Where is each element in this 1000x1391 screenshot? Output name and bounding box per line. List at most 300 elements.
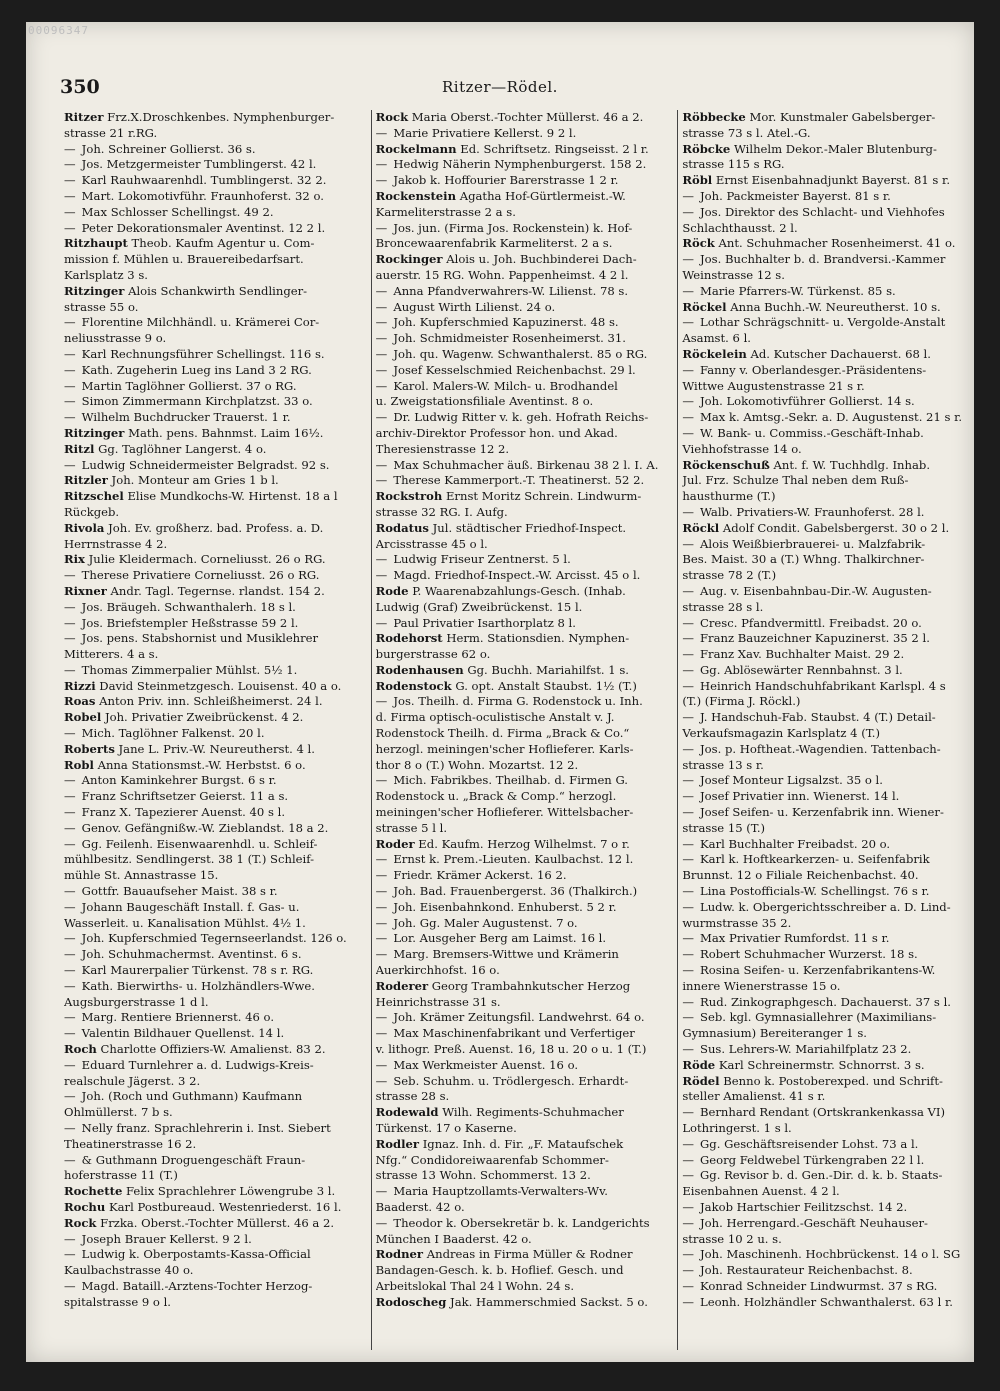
entry-text: Brunnst. 12 o Filiale Reichenbachst. 40. — [682, 868, 919, 883]
entry-text: Jul. städtischer Friedhof-Inspect. — [428, 520, 627, 535]
entry-text: d. Firma optisch-oculistische Anstalt v. J. — [375, 710, 615, 725]
directory-entry — [64, 363, 357, 379]
directory-entry — [376, 1216, 664, 1232]
directory-entry — [682, 142, 970, 158]
repeat-dash: — — [64, 188, 76, 203]
repeat-dash: — — [682, 631, 694, 646]
entry-text: Max Privatier Rumfordst. 11 s r. — [696, 931, 890, 946]
entry-text: Jakob Hartschier Feilitzschst. 14 2. — [696, 1199, 908, 1214]
entry-text: Baaderst. 42 o. — [375, 1199, 465, 1214]
entry-text: Joh. Maschinenh. Hochbrückenst. 14 o l. SG — [696, 1247, 961, 1262]
repeat-dash: — — [64, 615, 76, 630]
entry-text: Karmeliterstrasse 2 a s. — [375, 204, 516, 219]
directory-entry — [376, 221, 664, 237]
entry-text: Theresienstrasse 12 2. — [375, 441, 510, 456]
directory-entry — [376, 1279, 664, 1295]
directory-entry — [682, 1295, 970, 1311]
directory-entry — [376, 426, 664, 442]
repeat-dash: — — [682, 410, 694, 425]
entry-text: Ernst k. Prem.-Lieuten. Kaulbachst. 12 l. — [389, 852, 634, 867]
directory-entry — [64, 300, 357, 316]
directory-entry — [682, 963, 970, 979]
entry-text: Ernst Eisenbahnadjunkt Bayerst. 81 s r. — [712, 173, 951, 188]
directory-entry — [682, 1200, 970, 1216]
entry-text: Jos. Buchhalter b. d. Brandversi.-Kammer — [696, 252, 946, 267]
entry-text: Adolf Condit. Gabelsbergerst. 30 o 2 l. — [719, 520, 950, 535]
entry-text: strasse 55 o. — [64, 299, 139, 314]
repeat-dash: — — [682, 615, 694, 630]
entry-text: Karl Postbureaud. Westenriederst. 16 l. — [105, 1199, 342, 1214]
repeat-dash: — — [64, 1121, 76, 1135]
repeat-dash: — — [375, 410, 388, 425]
entry-text: Augsburgerstrasse 1 d l. — [64, 994, 209, 1009]
entry-text: Nelly franz. Sprachlehrerin i. Inst. Siebert — [78, 1121, 331, 1135]
entry-text: Kath. Bierwirths- u. Holzhändlers-Wwe. — [78, 978, 315, 993]
entry-text: Karol. Malers-W. Milch- u. Brodhandel — [389, 378, 618, 393]
directory-entry — [376, 947, 664, 963]
directory-entry — [64, 110, 357, 126]
entry-text: Wilh. Regiments-Schuhmacher — [438, 1105, 624, 1120]
entry-text: Ludwig k. Oberpostamts-Kassa-Official — [78, 1247, 311, 1262]
entry-text: Friedr. Krämer Ackerst. 16 2. — [389, 868, 567, 883]
directory-entry — [682, 805, 970, 821]
directory-entry — [64, 884, 357, 900]
directory-entry — [64, 236, 357, 252]
directory-entry — [376, 552, 664, 568]
entry-text: Gg. Taglöhner Langerst. 4 o. — [94, 441, 267, 456]
entry-text: Arcisstrasse 45 o l. — [375, 536, 488, 551]
directory-entry — [376, 1042, 664, 1058]
directory-entry — [376, 568, 664, 584]
directory-entry — [376, 1089, 664, 1105]
column-2 — [371, 110, 664, 1350]
entry-text: Gg. Revisor b. d. Gen.-Dir. d. k. b. Staats- — [696, 1168, 943, 1183]
directory-entry — [376, 979, 664, 995]
entry-text: Marg. Bremsers-Wittwe und Krämerin — [389, 947, 619, 962]
entry-text: Ed. Kaufm. Herzog Wilhelmst. 7 o r. — [414, 836, 630, 851]
entry-text: steller Amalienst. 41 s r. — [682, 1089, 826, 1104]
entry-text: Ernst Moritz Schrein. Lindwurm- — [442, 489, 642, 504]
directory-entry — [376, 473, 664, 489]
entry-text: Karl Rauhwaarenhdl. Tumblingerst. 32 2. — [78, 173, 327, 188]
entry-surname: Ritzler — [64, 473, 108, 488]
directory-entry — [376, 742, 664, 758]
entry-text: Karlsplatz 3 s. — [64, 267, 148, 282]
directory-entry — [682, 300, 970, 316]
entry-text: Nfg.“ Condidoreiwaarenfab Schommer- — [375, 1152, 609, 1167]
repeat-dash: — — [682, 1152, 694, 1167]
repeat-dash: — — [682, 504, 694, 519]
repeat-dash: — — [375, 615, 388, 630]
directory-entry — [64, 631, 357, 647]
directory-entry — [376, 758, 664, 774]
entry-text: strasse 28 s l. — [682, 599, 764, 614]
entry-text: Lina Postofficials-W. Schellingst. 76 s r. — [696, 884, 930, 899]
directory-entry — [682, 347, 970, 363]
entry-surname: Rock — [375, 110, 409, 124]
entry-text: Alois u. Joh. Buchbinderei Dach- — [442, 252, 637, 267]
entry-text: Max Schuhmacher äuß. Birkenau 38 2 l. I. A. — [389, 457, 659, 472]
entry-text: J. Handschuh-Fab. Staubst. 4 (T.) Detail- — [696, 710, 936, 725]
entry-text: Jakob k. Hoffourier Barerstrasse 1 2 r. — [389, 173, 619, 188]
entry-text: Joh. Schmidmeister Rosenheimerst. 31. — [389, 331, 626, 346]
repeat-dash: — — [682, 1247, 694, 1262]
directory-entry — [376, 300, 664, 316]
directory-entry — [64, 1200, 357, 1216]
running-title: Ritzer—Rödel. — [442, 78, 558, 96]
entry-text: Math. pens. Bahnmst. Laim 16½. — [124, 425, 324, 440]
repeat-dash: — — [64, 963, 76, 978]
entry-text: Ohlmüllerst. 7 b s. — [64, 1105, 173, 1120]
repeat-dash: — — [64, 820, 76, 835]
directory-entry — [64, 584, 357, 600]
entry-text: Auerkirchhofst. 16 o. — [375, 963, 500, 978]
entry-text: Frzka. Oberst.-Tochter Müllerst. 46 a 2. — [96, 1215, 335, 1230]
directory-entry — [682, 268, 970, 284]
entry-text: Karl Maurerpalier Türkenst. 78 s r. RG. — [78, 963, 314, 978]
entry-text: Gg. Buchh. Mariahilfst. 1 s. — [463, 662, 629, 677]
directory-entry — [64, 1121, 357, 1137]
directory-entry — [682, 1232, 970, 1248]
repeat-dash: — — [64, 568, 76, 583]
repeat-dash: — — [682, 1010, 694, 1025]
entry-text: Verkaufsmagazin Karlsplatz 4 (T.) — [682, 726, 880, 741]
directory-entry — [64, 1263, 357, 1279]
directory-entry — [376, 347, 664, 363]
entry-text: Joh. Ev. großherz. bad. Profess. a. D. — [104, 520, 324, 535]
repeat-dash: — — [682, 1278, 694, 1293]
directory-entry — [376, 1168, 664, 1184]
directory-entry — [64, 442, 357, 458]
directory-entry — [64, 1153, 357, 1169]
repeat-dash: — — [682, 741, 694, 756]
repeat-dash: — — [64, 978, 76, 993]
directory-entry — [376, 600, 664, 616]
entry-text: Ant. Schuhmacher Rosenheimerst. 41 o. — [714, 236, 956, 251]
entry-text: Broncewaarenfabrik Karmeliterst. 2 a s. — [375, 236, 613, 251]
directory-entry — [682, 1137, 970, 1153]
directory-entry — [376, 189, 664, 205]
directory-entry — [64, 947, 357, 963]
entry-text: Alois Weißbierbrauerei- u. Malzfabrik- — [696, 536, 926, 551]
entry-text: Rosina Seifen- u. Kerzenfabrikantens-W. — [696, 963, 936, 978]
directory-entry — [64, 710, 357, 726]
directory-entry — [682, 789, 970, 805]
entry-text: Theodor k. Obersekretär b. k. Landgerichts — [389, 1215, 650, 1230]
directory-entry — [682, 221, 970, 237]
entry-text: Joh. Krämer Zeitungsfil. Landwehrst. 64 o. — [389, 1010, 645, 1025]
entry-text: Julie Kleidermach. Corneliusst. 26 o RG. — [84, 552, 326, 567]
repeat-dash: — — [375, 852, 388, 867]
repeat-dash: — — [64, 1010, 76, 1025]
directory-entry — [376, 916, 664, 932]
entry-text: Gymnasium) Bereiteranger 1 s. — [682, 1026, 867, 1041]
entry-text: Fanny v. Oberlandesger.-Präsidentens- — [696, 362, 927, 377]
entry-text: strasse 32 RG. I. Aufg. — [375, 504, 508, 519]
repeat-dash: — — [64, 931, 76, 946]
directory-entry — [682, 1263, 970, 1279]
directory-entry — [682, 584, 970, 600]
entry-text: Max Schlosser Schellingst. 49 2. — [78, 204, 274, 219]
directory-entry — [376, 1184, 664, 1200]
entry-text: Joh. Gg. Maler Augustenst. 7 o. — [389, 915, 578, 930]
repeat-dash: — — [64, 362, 76, 377]
entry-text: W. Bank- u. Commiss.-Geschäft-Inhab. — [696, 425, 924, 440]
entry-text: Joh. Herrengard.-Geschäft Neuhauser- — [696, 1215, 928, 1230]
entry-text: Joh. Kupferschmied Tegernseerlandst. 126 o. — [78, 931, 347, 946]
directory-entry — [376, 1263, 664, 1279]
entry-text: Asamst. 6 l. — [682, 331, 751, 346]
entry-text: Ad. Kutscher Dachauerst. 68 l. — [746, 346, 931, 361]
directory-entry — [682, 616, 970, 632]
entry-surname: Rix — [64, 552, 85, 567]
directory-entry — [682, 710, 970, 726]
entry-text: Gottfr. Bauaufseher Maist. 38 s r. — [78, 884, 278, 899]
directory-entry — [376, 852, 664, 868]
entry-text: auerstr. 15 RG. Wohn. Pappenheimst. 4 2 l. — [375, 267, 629, 282]
entry-text: Anton Kaminkehrer Burgst. 6 s r. — [78, 773, 277, 788]
entry-text: Elise Mundkochs-W. Hirtenst. 18 a l — [123, 489, 338, 504]
entry-text: Joh. Privatier Zweibrückenst. 4 2. — [101, 710, 304, 725]
directory-entry — [682, 1184, 970, 1200]
entry-text: Max k. Amtsg.-Sekr. a. D. Augustenst. 21 s r. — [696, 410, 963, 425]
repeat-dash: — — [682, 836, 694, 851]
directory-entry — [376, 252, 664, 268]
directory-entry — [682, 363, 970, 379]
directory-entry — [64, 979, 357, 995]
directory-entry — [64, 1042, 357, 1058]
column-1 — [64, 110, 357, 1350]
directory-entry — [682, 126, 970, 142]
directory-entry — [376, 963, 664, 979]
repeat-dash: — — [682, 647, 694, 662]
entry-surname: Rockelmann — [375, 141, 457, 156]
entry-text: Franz Bauzeichner Kapuzinerst. 35 2 l. — [696, 631, 930, 646]
directory-entry — [64, 963, 357, 979]
entry-text: Maria Oberst.-Tochter Müllerst. 46 a 2. — [408, 110, 644, 124]
entry-text: innere Wienerstrasse 15 o. — [682, 978, 841, 993]
entry-text: Joh. Bad. Frauenbergerst. 36 (Thalkirch.) — [389, 884, 638, 899]
entry-text: Ludw. k. Obergerichtsschreiber a. D. Lind- — [696, 899, 951, 914]
repeat-dash: — — [64, 220, 76, 235]
entry-text: Mor. Kunstmaler Gabelsberger- — [745, 110, 936, 124]
directory-entry — [376, 110, 664, 126]
entry-surname: Rockinger — [375, 252, 443, 267]
repeat-dash: — — [682, 583, 694, 598]
entry-surname: Rodenhausen — [375, 662, 464, 677]
directory-entry — [376, 142, 664, 158]
entry-text: strasse 15 (T.) — [682, 820, 766, 835]
entry-text: Peter Dekorationsmaler Aventinst. 12 2 l. — [78, 220, 326, 235]
repeat-dash: — — [64, 457, 76, 472]
entry-surname: Rodler — [375, 1136, 420, 1151]
entry-text: Johann Baugeschäft Install. f. Gas- u. — [78, 899, 300, 914]
directory-entry — [376, 1247, 664, 1263]
directory-entry — [682, 679, 970, 695]
repeat-dash: — — [375, 220, 388, 235]
entry-text: Jos. p. Hoftheat.-Wagendien. Tattenbach- — [696, 741, 941, 756]
entry-text: Frz.X.Droschkenbes. Nymphenburger- — [103, 110, 335, 124]
repeat-dash: — — [375, 473, 388, 488]
directory-entry — [376, 616, 664, 632]
entry-text: Jos. pens. Stabshornist und Musiklehrer — [78, 631, 319, 646]
repeat-dash: — — [375, 931, 388, 946]
directory-entry — [682, 884, 970, 900]
entry-text: Karl Schreinermstr. Schnorrst. 3 s. — [715, 1057, 925, 1072]
repeat-dash: — — [682, 1215, 694, 1230]
directory-entry — [376, 410, 664, 426]
entry-text: Maria Hauptzollamts-Verwalters-Wv. — [389, 1184, 608, 1199]
entry-text: u. Zweigstationsfiliale Aventinst. 8 o. — [375, 394, 594, 409]
entry-text: Anna Stationsmst.-W. Herbstst. 6 o. — [93, 757, 306, 772]
entry-text: Joh. Packmeister Bayerst. 81 s r. — [696, 188, 891, 203]
page-number: 350 — [60, 76, 100, 98]
repeat-dash: — — [375, 378, 388, 393]
entry-surname: Roch — [64, 1042, 97, 1057]
entry-surname: Rodoscheg — [375, 1294, 447, 1309]
directory-entry — [376, 505, 664, 521]
repeat-dash: — — [64, 1152, 76, 1167]
repeat-dash: — — [375, 552, 388, 567]
directory-entry — [64, 331, 357, 347]
directory-entry — [682, 1042, 970, 1058]
entry-text: Anna Buchh.-W. Neureutherst. 10 s. — [726, 299, 941, 314]
repeat-dash: — — [64, 836, 76, 851]
repeat-dash: — — [64, 394, 76, 409]
entry-text: Jos. Briefstempler Heßstrasse 59 2 l. — [78, 615, 299, 630]
entry-text: P. Waarenabzahlungs-Gesch. (Inhab. — [408, 583, 626, 598]
repeat-dash: — — [64, 157, 76, 172]
entry-text: Sus. Lehrers-W. Mariahilfplatz 23 2. — [696, 1042, 912, 1057]
entry-text: Heinrichstrasse 31 s. — [375, 994, 501, 1009]
directory-entry — [376, 1010, 664, 1026]
repeat-dash: — — [682, 1042, 694, 1057]
directory-entry — [682, 1010, 970, 1026]
entry-text: Wittwe Augustenstrasse 21 s r. — [682, 378, 865, 393]
directory-entry — [682, 552, 970, 568]
entry-text: Kath. Zugeherin Lueg ins Land 3 2 RG. — [78, 362, 312, 377]
entry-text: Rückgeb. — [64, 504, 120, 519]
directory-entry — [682, 537, 970, 553]
directory-entry — [682, 1168, 970, 1184]
directory-entry — [682, 900, 970, 916]
entry-text: Therese Kammerport.-T. Theatinerst. 52 2. — [389, 473, 645, 488]
directory-entry — [64, 789, 357, 805]
directory-entry — [64, 805, 357, 821]
directory-entry — [376, 710, 664, 726]
directory-entry — [376, 884, 664, 900]
entry-surname: Ritzl — [64, 441, 95, 456]
entry-text: August Wirth Lilienst. 24 o. — [389, 299, 556, 314]
directory-entry — [682, 931, 970, 947]
entry-surname: Rochu — [64, 1199, 106, 1214]
directory-entry — [682, 521, 970, 537]
entry-text: Ludwig Schneidermeister Belgradst. 92 s. — [78, 457, 330, 472]
directory-entry — [682, 379, 970, 395]
entry-text: Seb. kgl. Gymnasiallehrer (Maximilians- — [696, 1010, 937, 1025]
directory-entry — [64, 505, 357, 521]
repeat-dash: — — [64, 1026, 76, 1041]
entry-text: Jos. Metzgermeister Tumblingerst. 42 l. — [78, 157, 317, 172]
directory-entry — [682, 1216, 970, 1232]
directory-entry — [682, 1026, 970, 1042]
directory-entry — [682, 1074, 970, 1090]
entry-surname: Roberts — [64, 741, 115, 756]
directory-entry — [682, 1058, 970, 1074]
archive-stamp: 00096347 — [28, 24, 89, 37]
directory-entry — [682, 773, 970, 789]
repeat-dash: — — [682, 315, 694, 330]
repeat-dash: — — [682, 710, 694, 725]
entry-text: Josef Privatier inn. Wienerst. 14 l. — [696, 789, 900, 804]
entry-text: Karl Rechnungsführer Schellingst. 116 s. — [78, 346, 325, 361]
entry-text: Gg. Ablösewärter Rennbahnst. 3 l. — [696, 662, 903, 677]
directory-entry — [64, 458, 357, 474]
entry-text: Marie Privatiere Kellerst. 9 2 l. — [389, 125, 577, 140]
entry-text: Wasserleit. u. Kanalisation Mühlst. 4½ 1. — [64, 915, 306, 930]
entry-surname: Robl — [64, 757, 94, 772]
entry-surname: Ritzhaupt — [64, 236, 128, 251]
directory-entry — [64, 995, 357, 1011]
entry-text: Ed. Schriftsetz. Ringseisst. 2 l r. — [456, 141, 649, 156]
directory-entry — [376, 489, 664, 505]
entry-surname: Rivola — [64, 520, 105, 535]
repeat-dash: — — [682, 188, 694, 203]
entry-text: Lothringerst. 1 s l. — [682, 1121, 792, 1135]
entry-surname: Rödel — [682, 1073, 720, 1088]
directory-entry — [682, 568, 970, 584]
directory-entry — [682, 979, 970, 995]
directory-entry — [376, 1137, 664, 1153]
entry-surname: Röbl — [682, 173, 713, 188]
entry-text: strasse 115 s RG. — [682, 157, 785, 172]
directory-entry — [682, 758, 970, 774]
entry-text: Eisenbahnen Auenst. 4 2 l. — [682, 1184, 840, 1199]
entry-text: Joh. Lokomotivführer Gollierst. 14 s. — [696, 394, 915, 409]
directory-entry — [64, 694, 357, 710]
repeat-dash: — — [375, 125, 388, 140]
repeat-dash: — — [375, 568, 388, 583]
directory-entry — [64, 1137, 357, 1153]
entry-surname: Rodatus — [375, 520, 429, 535]
entry-surname: Röck — [682, 236, 715, 251]
entry-text: Rodenstock u. „Brack & Comp.“ herzogl. — [375, 789, 617, 804]
repeat-dash: — — [375, 1184, 388, 1199]
repeat-dash: — — [375, 157, 388, 172]
directory-entry — [376, 1074, 664, 1090]
entry-text: Arbeitslokal Thal 24 l Wohn. 24 s. — [375, 1278, 575, 1293]
directory-entry — [64, 679, 357, 695]
entry-surname: Röckelein — [682, 346, 747, 361]
repeat-dash: — — [64, 141, 76, 156]
entry-text: Mich. Fabrikbes. Theilhab. d. Firmen G. — [389, 773, 628, 788]
entry-surname: Rixner — [64, 583, 107, 598]
entry-surname: Rodehorst — [375, 631, 443, 646]
entry-text: Agatha Hof-Gürtlermeist.-W. — [456, 188, 626, 203]
entry-text: Therese Privatiere Corneliusst. 26 o RG. — [78, 568, 320, 583]
entry-text: Genov. Gefängnißw.-W. Zieblandst. 18 a 2. — [78, 820, 329, 835]
directory-entry — [64, 268, 357, 284]
directory-entry — [64, 126, 357, 142]
entry-text: Wilhelm Buchdrucker Trauerst. 1 r. — [78, 410, 291, 425]
repeat-dash: — — [375, 899, 388, 914]
directory-entry — [376, 236, 664, 252]
directory-entry — [64, 568, 357, 584]
entry-text: Andreas in Firma Müller & Rodner — [423, 1247, 633, 1262]
repeat-dash: — — [375, 884, 388, 899]
entry-text: Andr. Tagl. Tegernse. rlandst. 154 2. — [106, 583, 325, 598]
directory-entry — [682, 600, 970, 616]
